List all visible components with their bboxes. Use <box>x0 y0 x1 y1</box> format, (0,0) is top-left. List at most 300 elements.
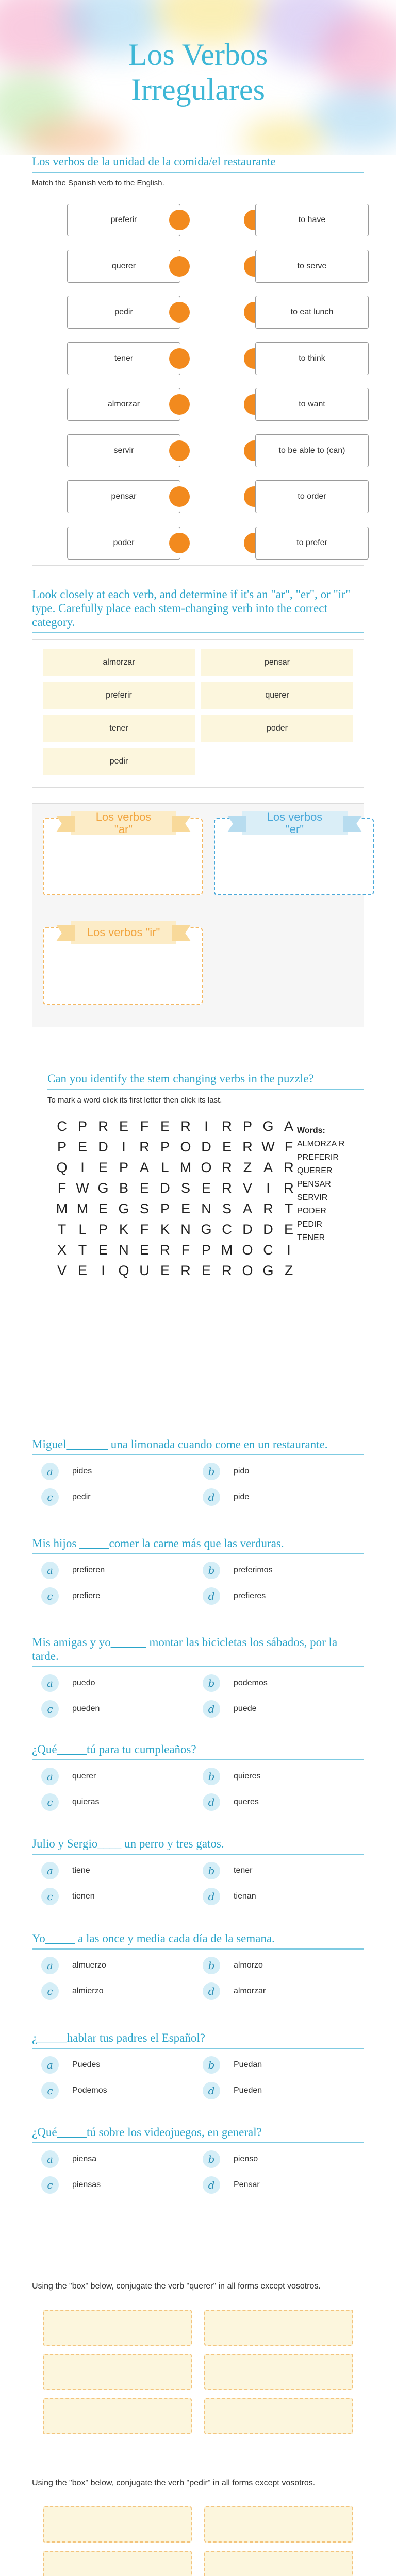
matching-instruction: Match the Spanish verb to the English. <box>32 179 164 188</box>
sorting-section <box>0 587 396 1027</box>
match-left-dot[interactable] <box>169 486 190 507</box>
match-left-dot[interactable] <box>169 394 190 415</box>
grid-letter[interactable]: N <box>201 1200 211 1216</box>
grid-letter[interactable]: E <box>98 1242 108 1258</box>
grid-letter[interactable]: V <box>242 1180 252 1196</box>
answer-option[interactable] <box>41 1562 203 1579</box>
grid-letter[interactable]: L <box>78 1221 87 1237</box>
answer-option[interactable] <box>41 2082 203 2099</box>
grid-letter[interactable]: D <box>242 1221 253 1237</box>
match-left-card[interactable] <box>67 250 180 283</box>
grid-letter[interactable]: G <box>262 1262 274 1278</box>
grid-letter[interactable]: I <box>204 1118 208 1134</box>
question-prompt: Julio y Sergio____ un perro y tres gatos. <box>32 1837 224 1850</box>
answer-option[interactable] <box>203 2082 364 2099</box>
option-text: pido <box>234 1467 250 1476</box>
grid-letter[interactable]: C <box>57 1118 67 1134</box>
option-letter: c <box>41 1488 59 1506</box>
question-prompt: Yo_____ a las once y media cada día de la semana. <box>32 1932 275 1945</box>
match-right-card[interactable] <box>255 250 369 283</box>
conjugation-instruction: Using the "box" below, conjugate the verb "pedir" in all forms except vosotros. <box>32 2479 316 2487</box>
grid-letter[interactable]: R <box>222 1262 232 1278</box>
title-line-2: Irregulares <box>131 73 265 107</box>
title-line-1: Los Verbos <box>128 38 268 72</box>
word-list-item: PODER <box>297 1207 326 1215</box>
word-list-item: SERVIR <box>297 1193 328 1202</box>
option-letter: d <box>203 1587 220 1605</box>
grid-letter[interactable]: E <box>77 1139 87 1155</box>
grid-letter[interactable]: R <box>284 1180 294 1196</box>
option-letter: b <box>203 2056 220 2074</box>
grid-letter[interactable]: R <box>180 1118 191 1134</box>
bucket-ar[interactable] <box>43 810 203 895</box>
grid-letter[interactable]: K <box>119 1221 128 1237</box>
question-block <box>0 1437 396 1506</box>
option-letter: c <box>41 1700 59 1718</box>
match-right-card[interactable] <box>255 342 369 375</box>
grid-letter[interactable]: K <box>160 1221 170 1237</box>
grid-letter[interactable]: D <box>263 1221 273 1237</box>
option-letter: c <box>41 1793 59 1811</box>
option-letter: b <box>203 1957 220 1974</box>
match-row <box>32 296 364 332</box>
grid-row <box>52 1198 299 1219</box>
option-text: piensas <box>72 2180 101 2189</box>
option-text: Puedan <box>234 2060 262 2069</box>
option-text: Podemos <box>72 2086 107 2095</box>
match-left-card[interactable] <box>67 527 180 560</box>
option-text: queres <box>234 1798 259 1806</box>
answer-option[interactable] <box>203 2056 364 2074</box>
option-text: prefieren <box>72 1566 105 1574</box>
grid-letter[interactable]: D <box>160 1180 170 1196</box>
grid-letter[interactable]: S <box>222 1200 232 1216</box>
answer-option[interactable] <box>203 1700 364 1718</box>
verb-chip[interactable]: pensar <box>201 649 353 676</box>
verb-chip[interactable]: poder <box>201 715 353 742</box>
grid-letter[interactable]: G <box>118 1200 129 1216</box>
matching-section <box>0 155 396 566</box>
match-left-dot[interactable] <box>169 348 190 369</box>
answer-option[interactable] <box>41 2150 203 2168</box>
grid-letter[interactable]: Q <box>118 1262 129 1278</box>
wordsearch-title: Can you identify the stem changing verbs in the puzzle? <box>47 1072 314 1085</box>
grid-letter[interactable]: E <box>284 1221 293 1237</box>
grid-letter[interactable]: E <box>201 1262 211 1278</box>
divider <box>32 1854 364 1855</box>
grid-letter[interactable]: M <box>179 1159 192 1175</box>
grid-letter[interactable]: O <box>242 1242 253 1258</box>
option-letter: d <box>203 2082 220 2099</box>
grid-letter[interactable]: T <box>78 1242 87 1258</box>
option-text: almuerzo <box>72 1961 106 1970</box>
option-text: Pensar <box>234 2180 260 2189</box>
answer-option[interactable] <box>203 1888 364 1905</box>
option-letter: c <box>41 1587 59 1605</box>
word-list-item: TENER <box>297 1233 325 1242</box>
question-block <box>0 1536 396 1605</box>
word-list <box>297 1124 344 1245</box>
divider <box>32 1948 364 1950</box>
verb-chip[interactable]: pedir <box>43 748 195 775</box>
option-letter: a <box>41 2056 59 2074</box>
option-text: prefiere <box>72 1591 101 1600</box>
match-row <box>32 204 364 240</box>
conjugation-box <box>32 2301 364 2443</box>
grid-letter[interactable]: A <box>242 1200 252 1216</box>
option-letter: d <box>203 1982 220 2000</box>
match-row <box>32 434 364 470</box>
grid-row <box>52 1157 299 1178</box>
grid-letter[interactable]: L <box>161 1159 169 1175</box>
option-letter: a <box>41 1768 59 1785</box>
match-right-label: to think <box>299 353 325 363</box>
grid-letter[interactable]: E <box>160 1118 170 1134</box>
conjugation-slot[interactable] <box>204 2551 353 2576</box>
grid-letter[interactable]: I <box>101 1262 105 1278</box>
question-prompt: Miguel_______ una limonada cuando come en un restaurante. <box>32 1438 328 1451</box>
match-row <box>32 342 364 378</box>
word-list-label: Words: <box>297 1126 325 1135</box>
grid-letter[interactable]: A <box>263 1159 273 1175</box>
grid-letter[interactable]: F <box>181 1242 190 1258</box>
match-left-card[interactable] <box>67 342 180 375</box>
answer-option[interactable] <box>41 1587 203 1605</box>
bucket-er-label-line2: "er" <box>285 823 304 836</box>
option-text: almierzo <box>72 1987 104 1995</box>
match-right-label: to be able to (can) <box>278 446 345 455</box>
header-banner <box>0 0 396 155</box>
answer-option[interactable] <box>203 1562 364 1579</box>
answer-option[interactable] <box>41 1488 203 1506</box>
option-letter: a <box>41 1674 59 1692</box>
option-text: Puedes <box>72 2060 101 2069</box>
grid-letter[interactable]: C <box>222 1221 232 1237</box>
wordsearch-section <box>0 1072 396 1105</box>
answer-option[interactable] <box>41 2056 203 2074</box>
grid-letter[interactable]: R <box>139 1139 150 1155</box>
answer-option[interactable] <box>41 1888 203 1905</box>
word-list-item: PREFERIR <box>297 1153 339 1162</box>
grid-letter[interactable]: C <box>263 1242 273 1258</box>
grid-letter[interactable]: R <box>263 1200 273 1216</box>
answer-option[interactable] <box>41 1768 203 1785</box>
match-left-card[interactable] <box>67 296 180 329</box>
grid-letter[interactable]: I <box>80 1159 85 1175</box>
grid-letter[interactable]: Z <box>284 1262 293 1278</box>
conjugation-block <box>0 2477 396 2576</box>
grid-letter[interactable]: M <box>76 1200 89 1216</box>
option-letter: b <box>203 1674 220 1692</box>
answer-option[interactable] <box>41 1463 203 1480</box>
option-letter: c <box>41 1982 59 2000</box>
grid-letter[interactable]: E <box>222 1139 232 1155</box>
chip-bank <box>32 639 364 788</box>
conjugation-slot[interactable] <box>204 2506 353 2543</box>
letter-grid <box>52 1116 299 1281</box>
grid-letter[interactable]: R <box>222 1180 232 1196</box>
divider <box>32 1759 364 1760</box>
option-text: podemos <box>234 1679 268 1687</box>
option-text: querer <box>72 1772 96 1781</box>
conjugation-slot[interactable] <box>204 2310 353 2346</box>
answer-option[interactable] <box>203 1674 364 1692</box>
match-left-card[interactable] <box>67 480 180 513</box>
option-letter: a <box>41 1562 59 1579</box>
question-block <box>0 1931 396 2000</box>
bucket-ar-label-line1: Los verbos <box>95 810 152 823</box>
match-left-dot[interactable] <box>169 440 190 461</box>
grid-letter[interactable]: G <box>97 1180 109 1196</box>
grid-row <box>52 1178 299 1198</box>
option-text: puedo <box>72 1679 95 1687</box>
grid-letter[interactable]: D <box>98 1139 108 1155</box>
grid-letter[interactable]: F <box>284 1139 293 1155</box>
match-left-card[interactable] <box>67 388 180 421</box>
match-left-label: pedir <box>114 308 133 316</box>
conjugation-slot[interactable] <box>204 2398 353 2434</box>
divider <box>32 1666 364 1667</box>
match-right-card[interactable] <box>255 388 369 421</box>
conjugation-slot[interactable] <box>43 2354 192 2390</box>
conjugation-box <box>32 2498 364 2576</box>
match-right-card[interactable] <box>255 480 369 513</box>
answer-option[interactable] <box>203 1982 364 2000</box>
match-right-label: to order <box>298 492 326 501</box>
word-list-item: QUERER <box>297 1166 333 1175</box>
grid-row <box>52 1260 299 1281</box>
answer-option[interactable] <box>203 1862 364 1879</box>
verb-chip[interactable]: almorzar <box>43 649 195 676</box>
conjugation-slot[interactable] <box>43 2551 192 2576</box>
bucket-ir[interactable] <box>43 927 203 1005</box>
option-letter: c <box>41 1888 59 1905</box>
answer-option[interactable] <box>203 1957 364 1974</box>
grid-letter[interactable]: P <box>98 1221 108 1237</box>
grid-letter[interactable]: W <box>76 1180 89 1196</box>
grid-letter[interactable]: P <box>201 1242 211 1258</box>
grid-letter[interactable]: E <box>201 1180 211 1196</box>
grid-letter[interactable]: A <box>284 1118 293 1134</box>
grid-letter[interactable]: V <box>57 1262 67 1278</box>
answer-option[interactable] <box>203 1768 364 1785</box>
grid-letter[interactable]: E <box>119 1118 128 1134</box>
grid-letter[interactable]: E <box>77 1262 87 1278</box>
option-letter: b <box>203 1862 220 1879</box>
option-text: pides <box>72 1467 92 1476</box>
option-text: quieres <box>234 1772 261 1781</box>
grid-row <box>52 1219 299 1240</box>
answer-option[interactable] <box>203 1793 364 1811</box>
grid-letter[interactable]: O <box>180 1139 191 1155</box>
answer-option[interactable] <box>41 1793 203 1811</box>
match-left-label: poder <box>113 538 135 547</box>
grid-letter[interactable]: I <box>287 1242 291 1258</box>
grid-letter[interactable]: P <box>242 1118 252 1134</box>
option-letter: b <box>203 1768 220 1785</box>
match-right-label: to eat lunch <box>290 308 334 316</box>
question-prompt: Mis amigas y yo______ montar las bicicletas los sábados, por la tarde. <box>32 1636 338 1663</box>
grid-letter[interactable]: Q <box>56 1159 68 1175</box>
grid-letter[interactable]: E <box>180 1200 190 1216</box>
answer-option[interactable] <box>41 1862 203 1879</box>
question-block <box>0 1635 396 1718</box>
grid-letter[interactable]: N <box>119 1242 129 1258</box>
grid-letter[interactable]: I <box>266 1180 270 1196</box>
question-block <box>0 2125 396 2194</box>
grid-letter[interactable]: E <box>139 1242 149 1258</box>
option-text: almorzo <box>234 1961 263 1970</box>
question-prompt: ¿_____hablar tus padres el Español? <box>32 2031 205 2044</box>
grid-letter[interactable]: R <box>284 1159 294 1175</box>
answer-option[interactable] <box>41 2176 203 2194</box>
bucket-ar-label <box>71 811 176 835</box>
grid-letter[interactable]: P <box>160 1200 170 1216</box>
option-letter: a <box>41 1463 59 1480</box>
grid-letter[interactable]: B <box>119 1180 128 1196</box>
verb-chip[interactable]: querer <box>201 682 353 709</box>
grid-letter[interactable]: M <box>56 1200 68 1216</box>
answer-option[interactable] <box>203 2176 364 2194</box>
conjugation-slot[interactable] <box>43 2506 192 2543</box>
grid-letter[interactable]: M <box>221 1242 233 1258</box>
question-block <box>0 2031 396 2099</box>
grid-letter[interactable]: F <box>140 1118 149 1134</box>
grid-letter[interactable]: E <box>98 1200 108 1216</box>
divider <box>47 1089 364 1090</box>
option-text: puede <box>234 1704 257 1713</box>
grid-letter[interactable]: Z <box>243 1159 252 1175</box>
match-left-dot[interactable] <box>169 210 190 230</box>
answer-option[interactable] <box>203 2150 364 2168</box>
grid-letter[interactable]: A <box>139 1159 149 1175</box>
divider <box>32 1553 364 1554</box>
grid-letter[interactable]: P <box>119 1159 128 1175</box>
grid-letter[interactable]: G <box>262 1118 274 1134</box>
option-letter: a <box>41 2150 59 2168</box>
grid-letter[interactable]: S <box>180 1180 190 1196</box>
answer-option[interactable] <box>203 1488 364 1506</box>
match-row <box>32 527 364 563</box>
answer-option[interactable] <box>203 1463 364 1480</box>
grid-letter[interactable]: F <box>57 1180 67 1196</box>
conjugation-block <box>0 2280 396 2443</box>
option-text: prefieres <box>234 1591 266 1600</box>
conjugation-slot[interactable] <box>43 2310 192 2346</box>
match-left-dot[interactable] <box>169 302 190 323</box>
option-text: tener <box>234 1866 253 1875</box>
question-prompt: Mis hijos _____comer la carne más que las verduras. <box>32 1537 284 1550</box>
grid-letter[interactable]: R <box>222 1118 232 1134</box>
match-right-card[interactable] <box>255 204 369 236</box>
wordsearch-instruction: To mark a word click its first letter then click its last. <box>47 1096 222 1105</box>
grid-letter[interactable]: F <box>140 1221 149 1237</box>
match-left-label: preferir <box>110 215 137 224</box>
grid-letter[interactable]: S <box>139 1200 149 1216</box>
grid-letter[interactable]: R <box>160 1242 170 1258</box>
matching-area <box>32 193 364 566</box>
divider <box>32 1454 364 1455</box>
match-left-card[interactable] <box>67 204 180 236</box>
page-title <box>0 37 396 107</box>
answer-option[interactable] <box>41 1982 203 2000</box>
grid-letter[interactable]: G <box>201 1221 212 1237</box>
match-right-card[interactable] <box>255 296 369 329</box>
option-text: pide <box>234 1493 250 1501</box>
option-letter: b <box>203 2150 220 2168</box>
option-text: pienso <box>234 2155 258 2163</box>
option-letter: d <box>203 1488 220 1506</box>
match-row <box>32 480 364 516</box>
bucket-er-label <box>242 811 348 835</box>
grid-letter[interactable]: I <box>122 1139 126 1155</box>
conjugation-slot[interactable] <box>43 2398 192 2434</box>
grid-letter[interactable]: W <box>261 1139 275 1155</box>
option-letter: b <box>203 1562 220 1579</box>
match-left-label: tener <box>114 353 134 363</box>
option-text: tienan <box>234 1892 256 1901</box>
match-left-label: pensar <box>111 492 137 501</box>
match-right-card[interactable] <box>255 434 369 467</box>
grid-letter[interactable]: D <box>201 1139 211 1155</box>
grid-letter[interactable]: N <box>180 1221 191 1237</box>
grid-letter[interactable]: R <box>242 1139 253 1155</box>
grid-letter[interactable]: O <box>242 1262 253 1278</box>
answer-option[interactable] <box>41 1674 203 1692</box>
grid-letter[interactable]: T <box>57 1221 67 1237</box>
grid-letter[interactable]: P <box>57 1139 67 1155</box>
match-right-card[interactable] <box>255 527 369 560</box>
answer-option[interactable] <box>41 1700 203 1718</box>
grid-letter[interactable]: P <box>77 1118 87 1134</box>
grid-letter[interactable]: R <box>98 1118 108 1134</box>
option-text: quieras <box>72 1798 100 1806</box>
match-row <box>32 250 364 286</box>
option-letter: d <box>203 1700 220 1718</box>
match-row <box>32 388 364 424</box>
grid-letter[interactable]: X <box>57 1242 67 1258</box>
question-prompt: ¿Qué_____tú para tu cumpleaños? <box>32 1743 196 1756</box>
grid-letter[interactable]: E <box>139 1180 149 1196</box>
verb-chip[interactable]: tener <box>43 715 195 742</box>
grid-row <box>52 1116 299 1137</box>
grid-letter[interactable]: O <box>201 1159 212 1175</box>
match-left-dot[interactable] <box>169 533 190 553</box>
answer-option[interactable] <box>203 1587 364 1605</box>
grid-letter[interactable]: P <box>160 1139 170 1155</box>
word-list-item: PEDIR <box>297 1220 322 1229</box>
divider <box>32 632 364 633</box>
option-text: preferimos <box>234 1566 273 1574</box>
bucket-ar-label-line2: "ar" <box>114 823 133 836</box>
option-text: tienen <box>72 1892 95 1901</box>
match-right-label: to have <box>298 215 326 224</box>
grid-letter[interactable]: E <box>98 1159 108 1175</box>
divider <box>32 172 364 173</box>
grid-letter[interactable]: R <box>180 1262 191 1278</box>
grid-letter[interactable]: T <box>284 1200 293 1216</box>
bucket-er[interactable] <box>214 810 374 895</box>
answer-option[interactable] <box>41 1957 203 1974</box>
grid-letter[interactable]: R <box>222 1159 232 1175</box>
grid-letter[interactable]: U <box>139 1262 150 1278</box>
grid-letter[interactable]: E <box>160 1262 170 1278</box>
verb-chip[interactable]: preferir <box>43 682 195 709</box>
match-right-label: to want <box>299 400 325 409</box>
match-left-card[interactable] <box>67 434 180 467</box>
match-left-dot[interactable] <box>169 256 190 277</box>
conjugation-slot[interactable] <box>204 2354 353 2390</box>
